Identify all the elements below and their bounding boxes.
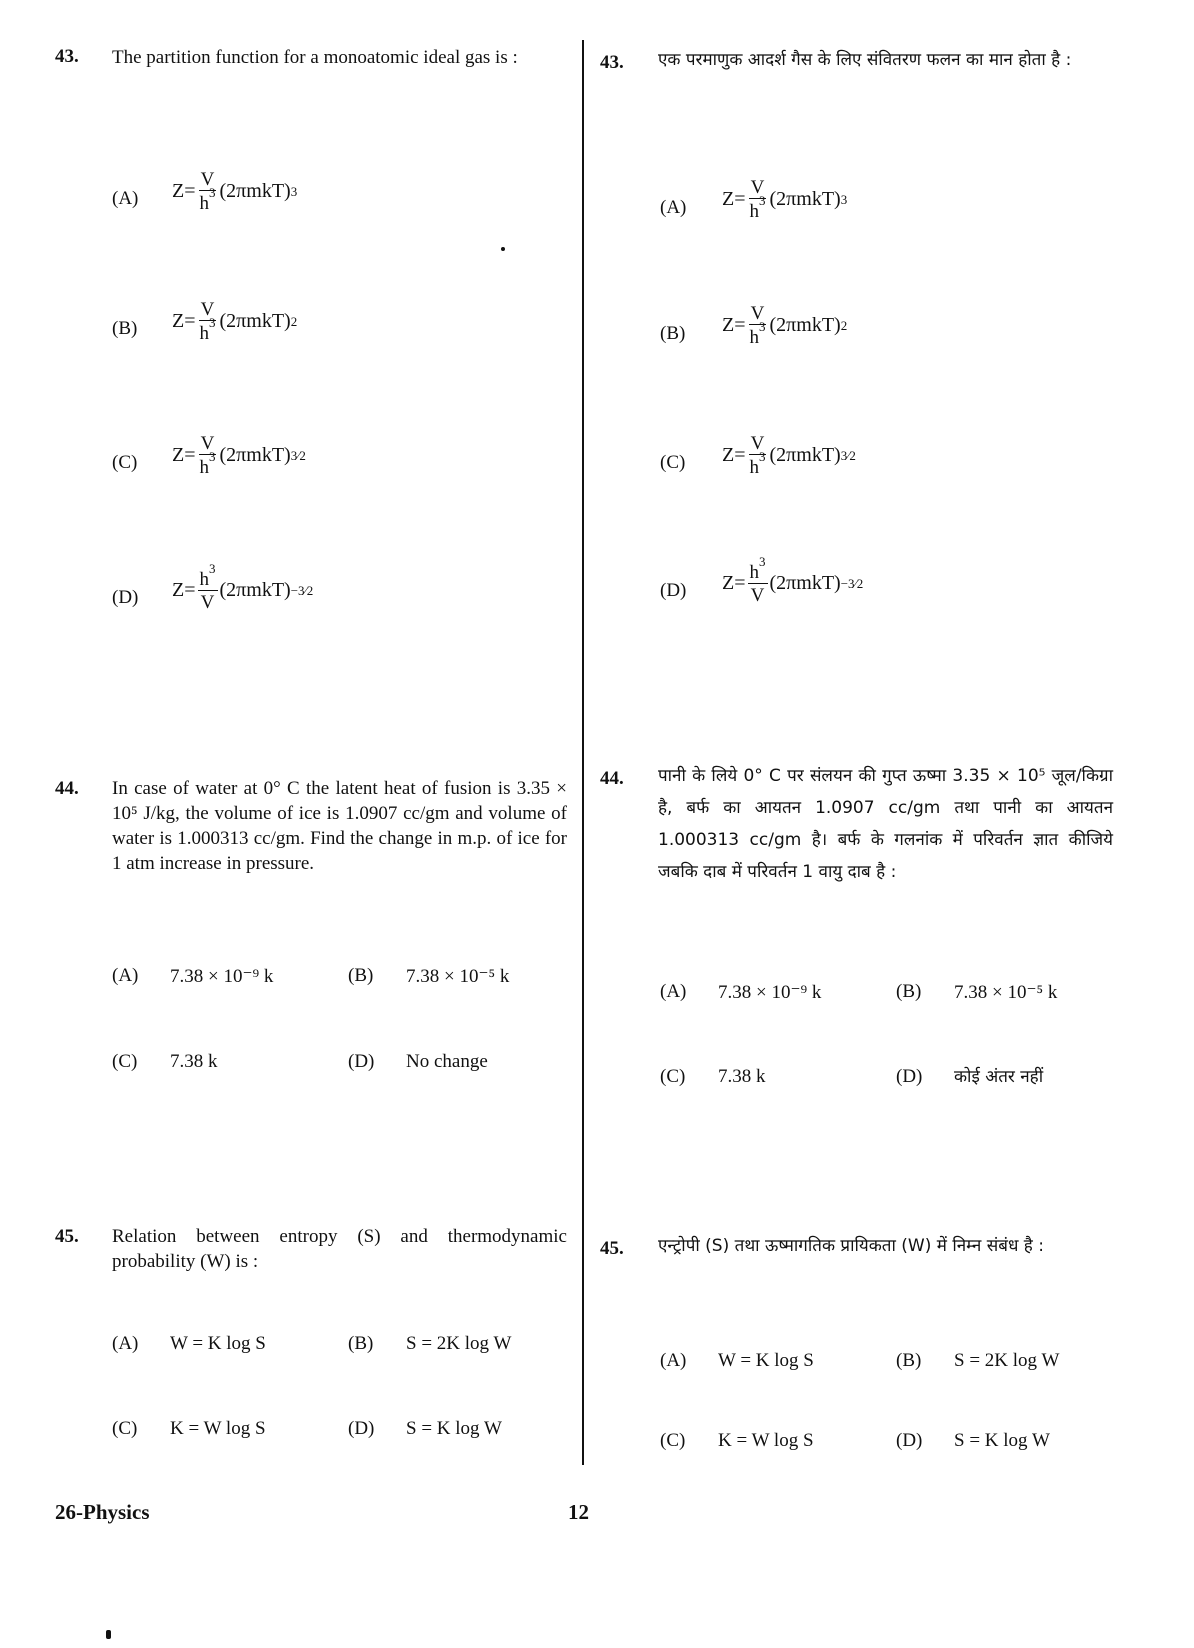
- q44-option-c-label-hi: (C): [660, 1066, 686, 1087]
- q45-option-b-label-hi: (B): [896, 1350, 922, 1371]
- footer-subject: 26-Physics: [55, 1500, 150, 1524]
- question-44-text-en: In case of water at 0° C the latent heat of fusion is 3.35 × 10⁵ J/kg, the volume of ice is 1.0907 cc/gm and volume of water is 1.000313 cc/gm. Find the change in m.p. of ice for 1 atm increase in pressure.: [112, 778, 567, 874]
- q45-option-d-label-hi: (D): [896, 1430, 923, 1451]
- q44-option-b-text-hi: 7.38 × 10⁻⁵ k: [954, 982, 1058, 1003]
- q44-option-a-label-hi: (A): [660, 981, 687, 1002]
- q45-option-b-label-en: (B): [348, 1333, 374, 1354]
- q44-option-a-text-hi: 7.38 × 10⁻⁹ k: [718, 982, 822, 1003]
- question-44-number-hi: 44.: [600, 768, 624, 789]
- q43-option-b-formula-hi: Z= $\frac{V}{h^3}$ (2πmkT) 2: [722, 303, 848, 348]
- question-44-text-hi: पानी के लिये 0° C पर संलयन की गुप्त ऊष्मा 3.35 × 10⁵ जूल/किग्रा है, बर्फ का आयतन 1.0907 cc/gm तथा पानी का आयतन 1.000313 cc/gm है। बर्फ के गलनांक में परिवर्तन ज्ञात कीजिये जबकि दाब में परिवर्तन 1 वायु दाब है :: [658, 766, 1113, 882]
- question-45-text-en: Relation between entropy (S) and thermodynamic probability (W) is :: [112, 1226, 567, 1272]
- question-43-text-hi: एक परमाणुक आदर्श गैस के लिए संवितरण फलन का मान होता है :: [658, 50, 1072, 70]
- q43-option-d-formula-en: Z= $\frac{h^3}{V}$ (2πmkT) −3⁄2: [172, 561, 314, 613]
- q44-option-a-text-en: 7.38 × 10⁻⁹ k: [170, 966, 274, 987]
- footer-page-number: 12: [568, 1500, 589, 1524]
- q45-option-d-text-hi: S = K log W: [954, 1430, 1050, 1451]
- q43-option-a-label-en: (A): [112, 188, 139, 209]
- q43-option-b-label-hi: (B): [660, 323, 686, 344]
- q43-option-d-label-hi: (D): [660, 580, 687, 601]
- q44-option-a-label-en: (A): [112, 965, 139, 986]
- q43-option-a-formula-hi: Z= $\frac{V}{h^3}$ (2πmkT) 3: [722, 177, 848, 222]
- q44-option-b-label-hi: (B): [896, 981, 922, 1002]
- q43-option-a-label-hi: (A): [660, 197, 687, 218]
- q44-option-b-label-en: (B): [348, 965, 374, 986]
- q45-option-b-text-en: S = 2K log W: [406, 1333, 512, 1354]
- q45-option-a-text-hi: W = K log S: [718, 1350, 814, 1371]
- q44-option-c-text-hi: 7.38 k: [718, 1066, 766, 1087]
- q43-option-b-formula-en: Z= $\frac{V}{h^3}$ (2πmkT) 2: [172, 299, 298, 344]
- q44-option-b-text-en: 7.38 × 10⁻⁵ k: [406, 966, 510, 987]
- q43-option-c-label-hi: (C): [660, 452, 686, 473]
- question-45-text-hi: एन्ट्रोपी (S) तथा ऊष्मागतिक प्रायिकता (W) में निम्न संबंध है :: [658, 1236, 1044, 1256]
- q44-option-d-text-hi: कोई अंतर नहीं: [954, 1067, 1044, 1087]
- question-45-number-hi: 45.: [600, 1238, 624, 1259]
- q43-option-c-label-en: (C): [112, 452, 138, 473]
- q45-option-a-text-en: W = K log S: [170, 1333, 266, 1354]
- q44-option-c-text-en: 7.38 k: [170, 1051, 218, 1072]
- q45-option-c-label-hi: (C): [660, 1430, 686, 1451]
- q45-option-b-text-hi: S = 2K log W: [954, 1350, 1060, 1371]
- q44-option-d-label-en: (D): [348, 1051, 375, 1072]
- q43-option-c-formula-en: Z= $\frac{V}{h^3}$ (2πmkT) 3⁄2: [172, 433, 306, 478]
- q43-option-c-formula-hi: Z= $\frac{V}{h^3}$ (2πmkT) 3⁄2: [722, 433, 856, 478]
- q44-option-d-text-en: No change: [406, 1051, 488, 1072]
- q43-option-a-formula-en: Z= $\frac{V}{h^3}$ (2πmkT) 3: [172, 169, 298, 214]
- q45-option-d-label-en: (D): [348, 1418, 375, 1439]
- stray-dot: [501, 247, 505, 251]
- q45-option-d-text-en: S = K log W: [406, 1418, 502, 1439]
- q43-option-d-formula-hi: Z= $\frac{h^3}{V}$ (2πmkT) −3⁄2: [722, 554, 864, 606]
- q44-option-d-label-hi: (D): [896, 1066, 923, 1087]
- q45-option-a-label-hi: (A): [660, 1350, 687, 1371]
- q45-option-c-text-hi: K = W log S: [718, 1430, 814, 1451]
- question-44-number-en: 44.: [55, 778, 79, 799]
- question-45-number-en: 45.: [55, 1226, 79, 1247]
- q45-option-c-text-en: K = W log S: [170, 1418, 266, 1439]
- q45-option-a-label-en: (A): [112, 1333, 139, 1354]
- q43-option-d-label-en: (D): [112, 587, 139, 608]
- q44-option-c-label-en: (C): [112, 1051, 138, 1072]
- question-43-number-en: 43.: [55, 46, 79, 67]
- column-divider: [582, 40, 584, 1465]
- q43-option-b-label-en: (B): [112, 318, 138, 339]
- question-43-number-hi: 43.: [600, 52, 624, 73]
- q45-option-c-label-en: (C): [112, 1418, 138, 1439]
- scan-mark: [106, 1630, 111, 1639]
- question-43-text-en: The partition function for a monoatomic ideal gas is :: [112, 47, 518, 68]
